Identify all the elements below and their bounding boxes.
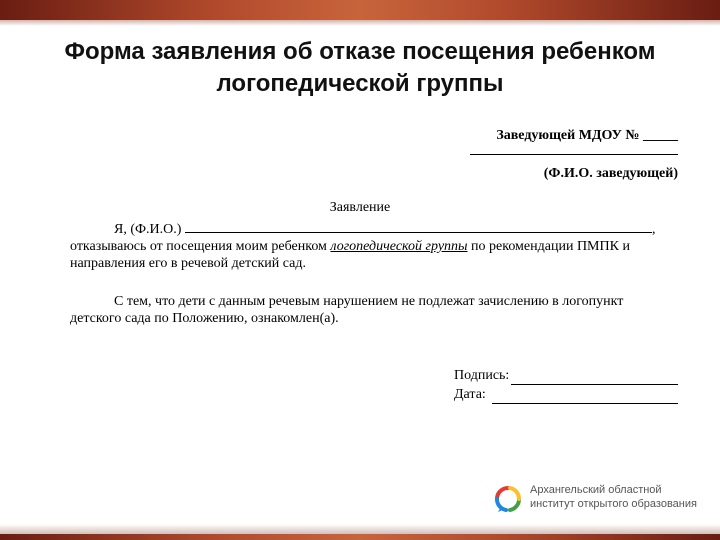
statement-start: Я, (Ф.И.О.) <box>114 222 185 237</box>
bottom-bar-shadow <box>0 524 720 534</box>
addressee-line: Заведующей МДОУ № _____ <box>496 128 678 143</box>
name-blank <box>185 220 652 233</box>
acknowledgement-paragraph <box>70 293 675 327</box>
signature-blank <box>511 371 678 385</box>
top-bar-shadow <box>0 20 720 26</box>
top-decorative-bar <box>0 0 720 20</box>
logo-text <box>530 483 697 511</box>
statement-paragraph <box>70 220 675 272</box>
addressee-name-blank <box>470 154 678 155</box>
document-heading: Заявление <box>329 200 391 215</box>
date-row <box>454 385 678 404</box>
date-blank <box>492 390 678 404</box>
speech-bubble-logo-icon <box>494 485 522 513</box>
acknowledgement-text: С тем, что дети с данным речевым нарушением не подлежат зачислению в логопункт детского сада по Положению, ознакомлен(а). <box>70 294 624 326</box>
institute-logo <box>494 483 714 513</box>
bottom-decorative-bar <box>0 534 720 540</box>
signature-row <box>454 366 678 385</box>
underlined-term: логопедической группы <box>330 239 468 254</box>
statement-text: отказываюсь от посещения моим ребенком <box>70 239 331 254</box>
logo-text-line: Архангельский областной <box>530 484 662 496</box>
logo-text-line: институт открытого образования <box>530 498 697 510</box>
slide-title: Форма заявления об отказе посещения ребенком логопедической группы <box>64 38 656 97</box>
signature-label: Подпись: <box>454 368 510 383</box>
addressee-caption: (Ф.И.О. заведующей) <box>543 166 678 181</box>
date-label: Дата: <box>454 387 486 402</box>
signature-block <box>454 366 678 404</box>
statement-text-end: по рекомендации ПМПК и направления его в речевой детский сад. <box>70 239 630 271</box>
statement-comma: , <box>651 222 656 237</box>
